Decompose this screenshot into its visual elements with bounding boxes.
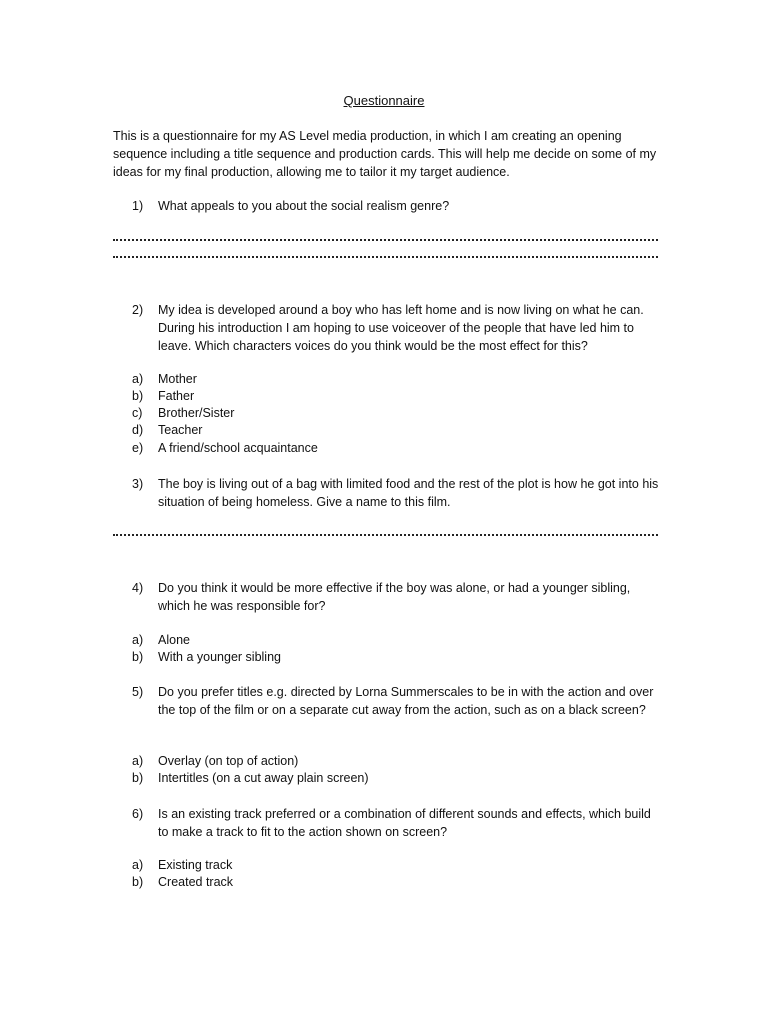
option-letter: a) [132, 633, 144, 647]
question-text: The boy is living out of a bag with limited food and the rest of the plot is how he got into his situation of being homeless. Give a name to this film. [158, 477, 659, 509]
option-letter: d) [132, 423, 144, 437]
option-letter: b) [132, 389, 144, 403]
option-letter: c) [132, 406, 143, 420]
option-letter: b) [132, 875, 144, 889]
question-text: Is an existing track preferred or a combination of different sounds and effects, which build to make a track to fit to the action shown on screen? [158, 807, 651, 839]
page-title: Questionnaire [343, 93, 425, 108]
option-text: Overlay (on top of action) [158, 754, 299, 768]
option-text: Mother [158, 372, 197, 386]
question-text: My idea is developed around a boy who has left home and is now living on what he can. During his introduction I am hoping to use voiceover of the people that have led him to leave. Which characters voices do you think would be the most effect for this? [158, 303, 644, 353]
option-letter: a) [132, 754, 144, 768]
answer-line[interactable] [113, 236, 658, 241]
option-text: Alone [158, 633, 190, 647]
option-text: Created track [158, 875, 234, 889]
question-number: 6) [132, 807, 144, 821]
answer-line[interactable] [113, 531, 658, 536]
question-number: 5) [132, 685, 144, 699]
option-letter: b) [132, 650, 144, 664]
option-text: Teacher [158, 423, 203, 437]
answer-line[interactable] [113, 253, 658, 258]
option-letter: e) [132, 441, 144, 455]
question-number: 2) [132, 303, 144, 317]
question-text: Do you think it would be more effective if the boy was alone, or had a younger sibling, which he was responsible for? [158, 581, 631, 613]
option-letter: a) [132, 372, 144, 386]
question-number: 3) [132, 477, 144, 491]
option-text: Brother/Sister [158, 406, 235, 420]
option-text: With a younger sibling [158, 650, 281, 664]
question-text: Do you prefer titles e.g. directed by Lorna Summerscales to be in with the action and over the top of the film or on a separate cut away from the action, such as on a black screen? [158, 685, 654, 717]
option-letter: b) [132, 771, 144, 785]
question-text: What appeals to you about the social realism genre? [158, 199, 450, 213]
question-number: 1) [132, 199, 144, 213]
option-text: A friend/school acquaintance [158, 441, 318, 455]
option-letter: a) [132, 858, 144, 872]
question-number: 4) [132, 581, 144, 595]
option-text: Existing track [158, 858, 233, 872]
intro-paragraph: This is a questionnaire for my AS Level media production, in which I am creating an opening sequence including a title sequence and production cards. This will help me decide on some of my ideas for my final production, allowing me to tailor it my target audience. [113, 129, 657, 179]
option-text: Father [158, 389, 195, 403]
option-text: Intertitles (on a cut away plain screen) [158, 771, 369, 785]
